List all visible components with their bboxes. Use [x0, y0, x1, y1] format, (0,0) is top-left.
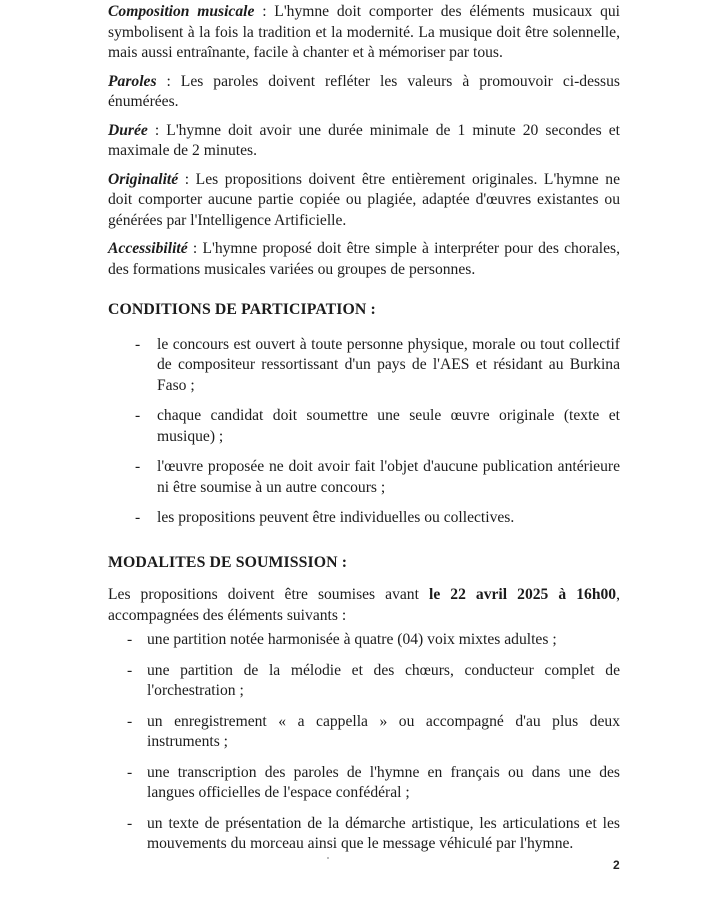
list-item	[108, 335, 620, 397]
list-item	[108, 763, 620, 804]
criterion-text: : Les paroles doivent refléter les valeurs à promouvoir ci-dessus énumérées.	[108, 72, 620, 110]
criterion-text: : L'hymne proposé doit être simple à interpréter pour des chorales, des formations musicales variées ou groupes de personnes.	[108, 240, 620, 278]
list-item-text: chaque candidat doit soumettre une seule œuvre originale (texte et musique) ;	[157, 407, 620, 445]
criterion-composition	[108, 2, 620, 64]
criterion-text: : L'hymne doit comporter des éléments musicaux qui symbolisent à la fois la tradition et la modernité. La musique doit être solennelle, mais aussi entraînante, facile à chanter et à mémoriser par tous.	[108, 3, 620, 61]
criterion-paroles	[108, 72, 620, 113]
criterion-label: Composition musicale	[108, 3, 255, 20]
list-item-text: un enregistrement « a cappella » ou accompagné d'au plus deux instruments ;	[147, 712, 620, 750]
list-item	[108, 712, 620, 753]
bullet-dash: -	[127, 661, 133, 679]
criterion-duree	[108, 121, 620, 162]
submission-list	[108, 630, 620, 855]
deadline: le 22 avril 2025 à 16h00	[428, 586, 617, 603]
conditions-list	[108, 335, 620, 529]
bullet-dash: -	[135, 458, 141, 475]
submission-intro	[108, 585, 620, 626]
list-item	[108, 457, 620, 498]
criterion-text: : Les propositions doivent être entièrement originales. L'hymne ne doit comporter aucune partie copiée ou plagiée, adaptée d'œuvres existantes ou générées par l'Intelligence Artificielle.	[108, 170, 620, 229]
bullet-dash: -	[127, 763, 133, 781]
bullet-dash: -	[135, 509, 141, 526]
criterion-label: Originalité	[108, 170, 179, 188]
scan-artifact	[327, 857, 329, 859]
criterion-label: Accessibilité	[108, 240, 188, 257]
list-item	[108, 661, 620, 702]
list-item-text: les propositions peuvent être individuelles ou collectives.	[157, 509, 515, 526]
list-item	[108, 630, 620, 651]
list-item-text: un texte de présentation de la démarche artistique, les articulations et les mouvements du morceau ainsi que le message véhiculé par l'hymne.	[147, 814, 620, 852]
list-item-text: une partition notée harmonisée à quatre (04) voix mixtes adultes ;	[147, 631, 557, 648]
intro-text-end: , accompagnées des éléments suivants :	[108, 586, 620, 624]
list-item	[108, 814, 620, 855]
bullet-dash: -	[127, 814, 133, 832]
list-item-text: une partition de la mélodie et des chœurs, conducteur complet de l'orchestration ;	[147, 661, 620, 699]
bullet-dash: -	[127, 712, 133, 730]
document-page	[108, 2, 620, 865]
criterion-label: Paroles	[108, 72, 157, 90]
criterion-originalite	[108, 170, 620, 232]
bullet-dash: -	[135, 335, 141, 353]
list-item-text: l'œuvre proposée ne doit avoir fait l'objet d'aucune publication antérieure ni être soumise à un autre concours ;	[157, 458, 620, 496]
bullet-dash: -	[135, 407, 141, 424]
intro-text: Les propositions doivent être soumises avant	[108, 586, 429, 603]
criterion-label: Durée	[108, 121, 148, 139]
criterion-text: : L'hymne doit avoir une durée minimale de 1 minute 20 secondes et maximale de 2 minutes.	[108, 121, 620, 159]
page-number: 2	[613, 858, 620, 872]
list-item	[108, 508, 620, 529]
submission-heading: MODALITES DE SOUMISSION :	[108, 553, 348, 571]
list-item-text: une transcription des paroles de l'hymne en français ou dans une des langues officielles de l'espace confédéral ;	[147, 763, 620, 801]
list-item	[108, 406, 620, 447]
list-item-text: le concours est ouvert à toute personne physique, morale ou tout collectif de compositeur ressortissant d'un pays de l'AES et résidant au Burkina Faso ;	[157, 335, 620, 394]
conditions-heading: CONDITIONS DE PARTICIPATION :	[108, 301, 376, 318]
criterion-accessibilite	[108, 239, 620, 280]
bullet-dash: -	[127, 631, 133, 648]
